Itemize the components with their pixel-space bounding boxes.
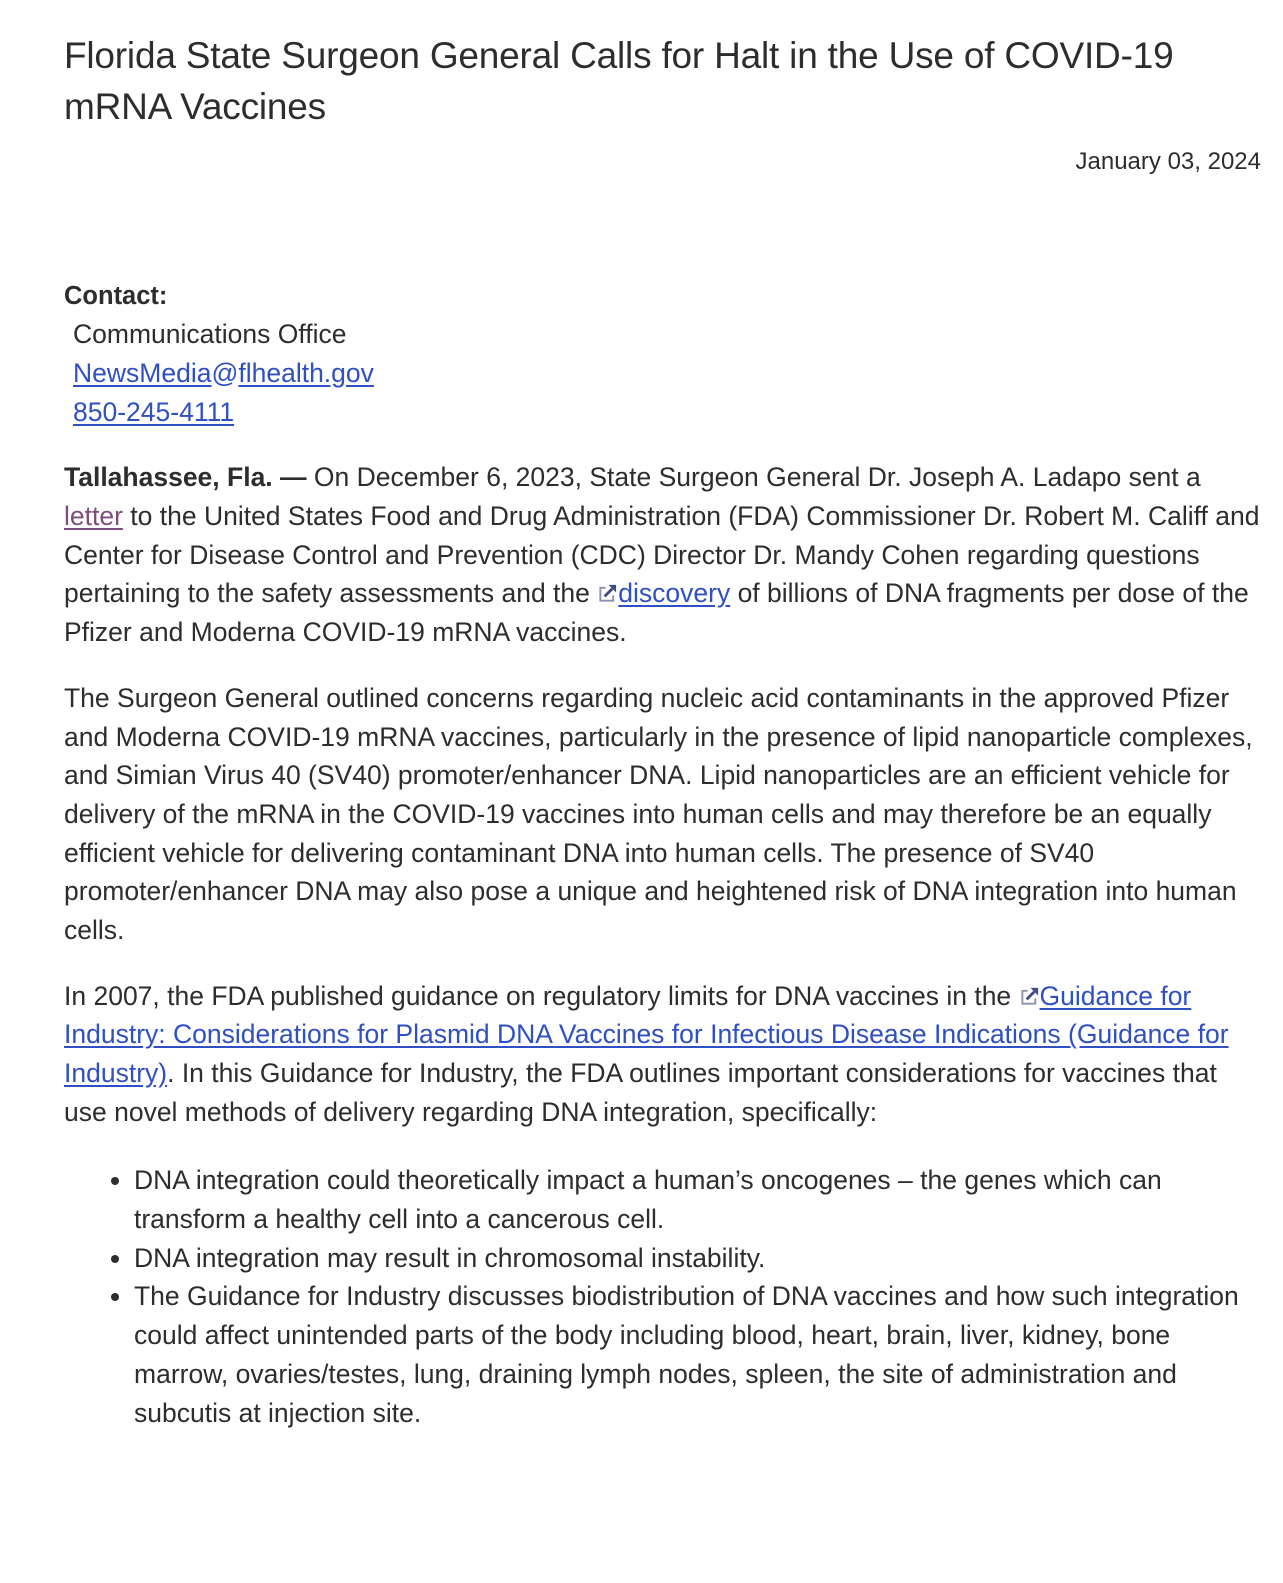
guidance-for-industry-link[interactable]: Guidance for Industry: Considerations for Plasmid DNA Vaccines for Infectious Disease Indications (Guidance for Industry) bbox=[64, 980, 1229, 1088]
paragraph-intro: Tallahassee, Fla. — On December 6, 2023, State Surgeon General Dr. Joseph A. Ladapo sent a letter to the United States Food and Drug Administration (FDA) Commissioner Dr. Robert M. Califf and Center for Disease Control and Prevention (CDC) Director Dr. Mandy Cohen regarding questions pertaining to the safety assessments and the discovery of billions of DNA fragments per dose of the Pfizer and Moderna COVID-19 mRNA vaccines. bbox=[64, 462, 1260, 648]
letter-link[interactable]: letter bbox=[64, 501, 123, 532]
bullet-item-chromosomal: • DNA integration may result in chromosomal instability. bbox=[134, 1239, 1261, 1278]
bullet-item-biodistribution: • The Guidance for Industry discusses biodistribution of DNA vaccines and how such integration could affect unintended parts of the body including blood, heart, brain, liver, kidney, bone marrow, ovaries/testes, lung, draining lymph nodes, spleen, the site of administration and subcutis at injection site. bbox=[134, 1277, 1261, 1432]
paragraph-guidance: In 2007, the FDA published guidance on regulatory limits for DNA vaccines in the Guidance for Industry: Considerations for Plasmid DNA Vaccines for Infectious Disease Indications (Guidance for Industry). In this Guidance for Industry, the FDA outlines important considerations for vaccines that use novel methods of delivery regarding DNA integration, specifically: bbox=[64, 980, 1229, 1127]
contact-block bbox=[64, 278, 1261, 431]
external-link-icon[interactable] bbox=[597, 583, 618, 604]
email-link[interactable]: NewsMedia@flhealth.gov bbox=[73, 358, 374, 388]
paragraph-concerns: The Surgeon General outlined concerns regarding nucleic acid contaminants in the approved Pfizer and Moderna COVID-19 mRNA vaccines, particularly in the presence of lipid nanoparticle complexes, and Simian Virus 40 (SV40) promoter/enhancer DNA. Lipid nanoparticles are an efficient vehicle for delivery of the mRNA in the COVID-19 vaccines into human cells and may therefore be an equally efficient vehicle for delivering contaminant DNA into human cells. The presence of SV40 promoter/enhancer DNA may also pose a unique and heightened risk of DNA integration into human cells. bbox=[64, 682, 1253, 945]
contact-heading: Contact: bbox=[64, 282, 168, 311]
page-title: Florida State Surgeon General Calls for Halt in the Use of COVID-19 mRNA Vaccines bbox=[64, 35, 1174, 128]
guidance-bullet-list bbox=[64, 1161, 1261, 1432]
discovery-link[interactable]: discovery bbox=[597, 578, 730, 608]
external-link-icon[interactable] bbox=[1019, 986, 1040, 1007]
bullet-item-oncogenes: • DNA integration could theoretically impact a human’s oncogenes – the genes which can transform a healthy cell into a cancerous cell. bbox=[134, 1161, 1261, 1238]
phone-link[interactable]: 850-245-4111 bbox=[73, 396, 235, 427]
publish-date: January 03, 2024 bbox=[1075, 148, 1261, 176]
dateline: Tallahassee, Fla. — bbox=[64, 462, 307, 493]
contact-office: Communications Office bbox=[73, 319, 347, 350]
